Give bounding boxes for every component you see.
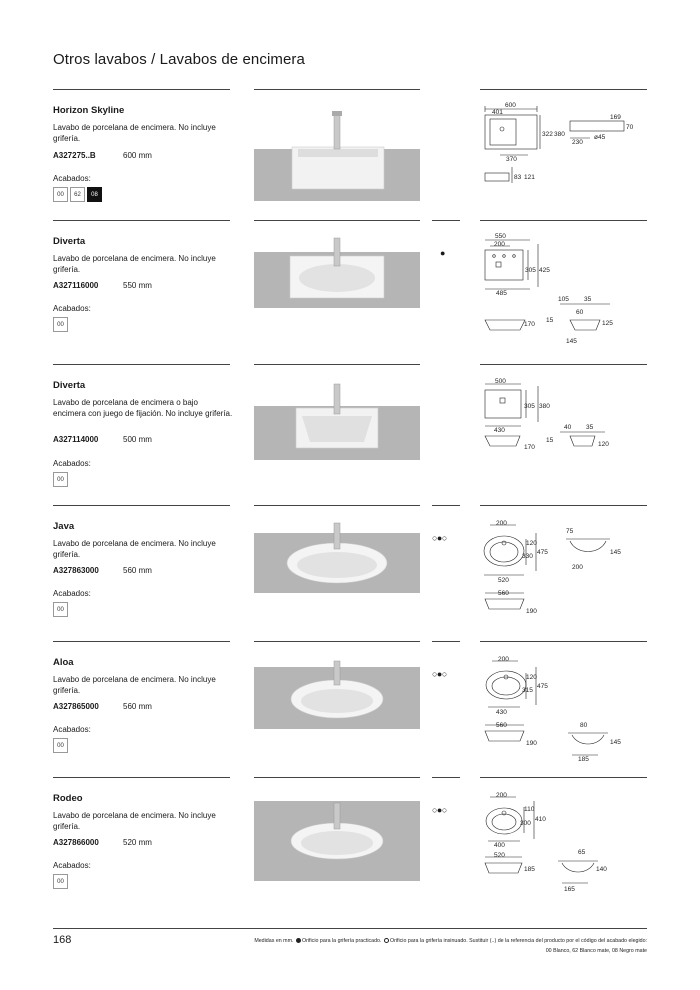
product-code: A327114000 [53, 435, 99, 444]
dim-label: 410 [535, 816, 546, 823]
product-description: Lavabo de porcelana de encimera. No incluye grifería. [53, 811, 216, 831]
dim-label: 300 [520, 820, 531, 827]
dim-label: 560 [496, 722, 507, 729]
technical-drawing [480, 376, 647, 476]
dim-label: 200 [498, 656, 509, 663]
finish-swatch-00: 00 [53, 738, 68, 753]
dim-label: 400 [494, 842, 505, 849]
dim-label: 60 [576, 309, 584, 316]
technical-drawing [480, 655, 647, 765]
dim-label: 500 [495, 378, 506, 385]
technical-drawing [480, 519, 647, 629]
dim-label: 165 [564, 886, 575, 893]
finish-label: Acabados: [53, 459, 91, 468]
dim-label: 145 [610, 549, 621, 556]
dim-label: 425 [539, 267, 550, 274]
dim-label: 200 [496, 520, 507, 527]
technical-drawing [480, 101, 647, 201]
finish-label: Acabados: [53, 174, 91, 183]
product-section-rodeo [53, 777, 647, 917]
product-size: 550 mm [123, 281, 152, 290]
product-code: A327866000 [53, 838, 99, 847]
legend-hole-drilled: Orificio para la grifería practicado. [301, 938, 382, 944]
finish-swatch-00: 00 [53, 874, 68, 889]
legend-units: Medidas en mm. [254, 938, 294, 944]
filled-circle-icon [296, 938, 301, 943]
dim-label: 40 [564, 424, 572, 431]
dim-label: 475 [537, 549, 548, 556]
dim-label: 125 [602, 320, 613, 327]
finish-label: Acabados: [53, 725, 91, 734]
dim-label: 70 [626, 124, 634, 131]
dim-label: 169 [610, 114, 621, 121]
dim-label: 370 [506, 156, 517, 163]
dim-label: ø45 [594, 134, 606, 141]
dim-label: 485 [496, 290, 507, 297]
product-name: Rodeo [53, 793, 83, 804]
empty-circle-icon [384, 938, 389, 943]
technical-drawing [480, 232, 647, 357]
product-photo [254, 99, 420, 209]
product-description: Lavabo de porcelana de encimera. No incluye grifería. [53, 675, 216, 695]
product-code: A327865000 [53, 702, 99, 711]
dim-label: 380 [539, 403, 550, 410]
tap-hole-indicator: ● [440, 248, 445, 258]
dim-label: 15 [546, 437, 554, 444]
product-section-diverta-500 [53, 364, 647, 504]
dim-label: 430 [496, 709, 507, 716]
finish-label: Acabados: [53, 304, 91, 313]
product-photo [254, 653, 420, 743]
product-name: Java [53, 521, 75, 532]
dim-label: 330 [522, 553, 533, 560]
product-code: A327275..B [53, 151, 96, 160]
finish-swatch-00: 00 [53, 602, 68, 617]
product-description: Lavabo de porcelana de encimera. No incluye grifería. [53, 123, 216, 143]
dim-label: 121 [524, 174, 535, 181]
dim-label: 600 [505, 102, 516, 109]
product-code: A327116000 [53, 281, 99, 290]
dim-label: 170 [524, 321, 535, 328]
dim-label: 430 [494, 427, 505, 434]
tap-hole-indicator: ○●○ [432, 669, 447, 679]
dim-label: 190 [526, 608, 537, 615]
dim-label: 15 [546, 317, 554, 324]
product-description: Lavabo de porcelana de encimera o bajo encimera con juego de fijación. No incluye grifería. [53, 398, 233, 418]
dim-label: 140 [596, 866, 607, 873]
dim-label: 520 [498, 577, 509, 584]
dim-label: 83 [514, 174, 522, 181]
dim-label: 322 [542, 131, 553, 138]
dim-label: 200 [496, 792, 507, 799]
dim-label: 110 [524, 806, 535, 813]
product-section-java [53, 505, 647, 640]
tap-hole-indicator: ○●○ [432, 805, 447, 815]
product-photo [254, 789, 420, 889]
footer-legend [254, 936, 647, 956]
dim-label: 120 [526, 540, 537, 547]
legend-finish-codes: 00 Blanco, 62 Blanco mate, 08 Negro mate [545, 948, 647, 954]
page-title: Otros lavabos / Lavabos de encimera [53, 51, 305, 68]
product-name: Diverta [53, 380, 86, 391]
product-size: 560 mm [123, 566, 152, 575]
dim-label: 105 [558, 296, 569, 303]
finish-label: Acabados: [53, 861, 91, 870]
product-name: Diverta [53, 236, 86, 247]
product-section-aloa [53, 641, 647, 776]
product-name: Aloa [53, 657, 74, 668]
finish-label: Acabados: [53, 589, 91, 598]
dim-label: 35 [584, 296, 592, 303]
dim-label: 80 [580, 722, 588, 729]
finish-swatch-00: 00 [53, 472, 68, 487]
product-description: Lavabo de porcelana de encimera. No incluye grifería. [53, 539, 216, 559]
product-section-diverta-550 [53, 220, 647, 364]
product-photo [254, 232, 420, 312]
product-photo [254, 376, 420, 466]
dim-label: 35 [586, 424, 594, 431]
dim-label: 315 [522, 687, 533, 694]
dim-label: 170 [524, 444, 535, 451]
finish-swatch-08: 08 [87, 187, 102, 202]
dim-label: 560 [498, 590, 509, 597]
technical-drawing [480, 791, 647, 906]
finish-swatch-00: 00 [53, 317, 68, 332]
dim-label: 305 [524, 403, 535, 410]
legend-hole-marked: Orificio para la grifería insinuado. Sustituir (..) de la referencia del producto por el código del acabado elegido: [389, 938, 647, 944]
finish-swatch-62: 62 [70, 187, 85, 202]
dim-label: 305 [525, 267, 536, 274]
page-number: 168 [53, 934, 72, 946]
dim-label: 65 [578, 849, 586, 856]
dim-label: 230 [572, 139, 583, 146]
product-description: Lavabo de porcelana de encimera. No incluye grifería. [53, 254, 216, 274]
dim-label: 401 [492, 109, 503, 116]
finish-swatch-00: 00 [53, 187, 68, 202]
product-size: 560 mm [123, 702, 152, 711]
dim-label: 145 [610, 739, 621, 746]
tap-hole-indicator: ○●○ [432, 533, 447, 543]
dim-label: 190 [526, 740, 537, 747]
product-name: Horizon Skyline [53, 105, 125, 116]
product-section-horizon-skyline [53, 89, 647, 219]
dim-label: 120 [526, 674, 537, 681]
product-size: 520 mm [123, 838, 152, 847]
dim-label: 185 [578, 756, 589, 763]
product-size: 500 mm [123, 435, 152, 444]
dim-label: 475 [537, 683, 548, 690]
dim-label: 200 [572, 564, 583, 571]
dim-label: 520 [494, 852, 505, 859]
product-photo [254, 517, 420, 607]
dim-label: 380 [554, 131, 565, 138]
product-code: A327863000 [53, 566, 99, 575]
dim-label: 550 [495, 233, 506, 240]
product-size: 600 mm [123, 151, 152, 160]
dim-label: 200 [494, 241, 505, 248]
dim-label: 120 [598, 441, 609, 448]
dim-label: 75 [566, 528, 574, 535]
dim-label: 145 [566, 338, 577, 345]
dim-label: 185 [524, 866, 535, 873]
